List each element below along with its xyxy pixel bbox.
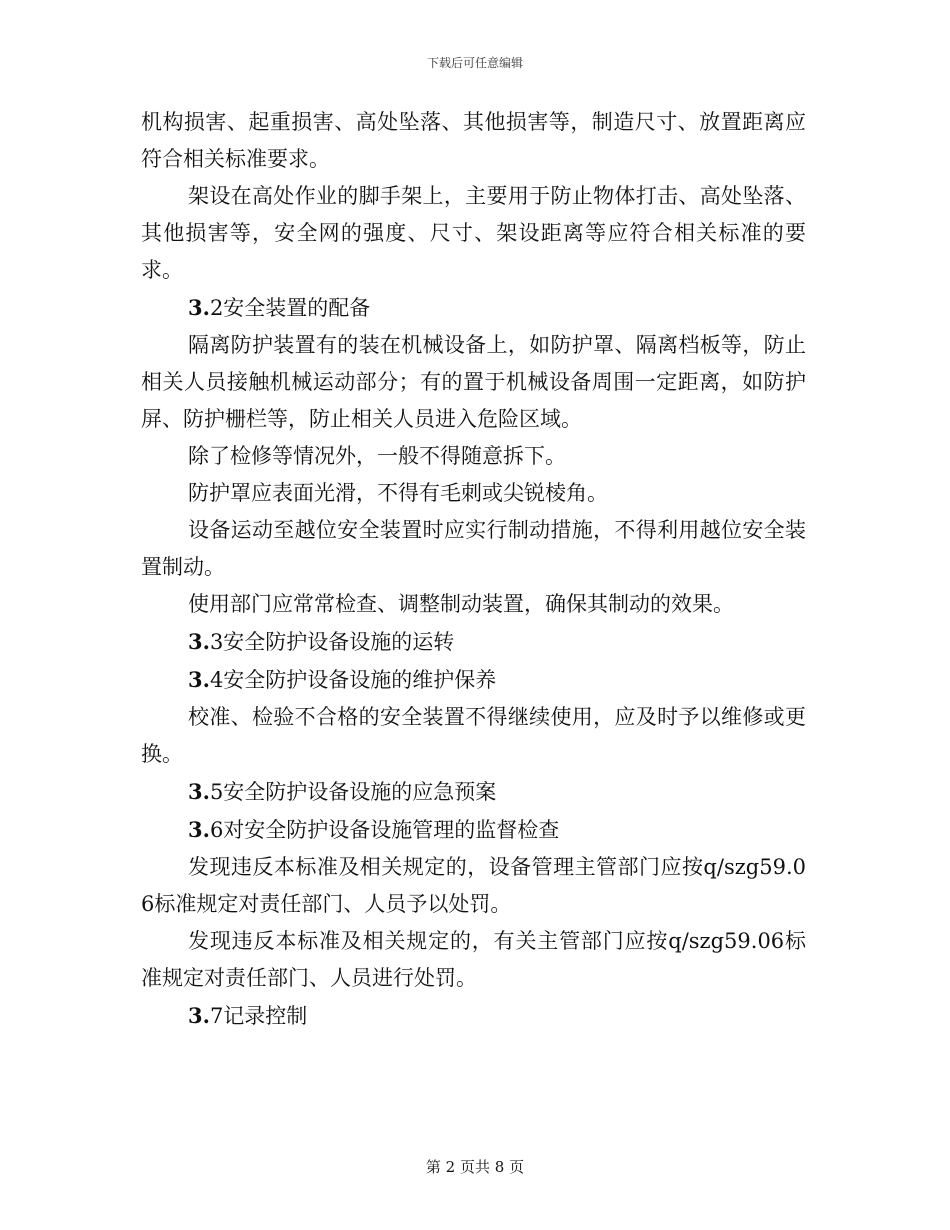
section-title: 2安全装置的配备 <box>209 296 371 320</box>
section-heading <box>141 661 806 699</box>
page-footer: 第 2 页共 8 页 <box>425 1158 525 1176</box>
paragraph: 发现违反本标准及相关规定的，有关主管部门应按q/szg59.06标准规定对责任部门、人员进行处罚。 <box>141 929 806 990</box>
section-number: 3. <box>188 629 210 654</box>
paragraph: 架设在高处作业的脚手架上，主要用于防止物体打击、高处坠落、其他损害等，安全网的强度、尺寸、架设距离等应符合相关标准的要求。 <box>141 184 806 282</box>
paragraph: 使用部门应常常检查、调整制动装置，确保其制动的效果。 <box>188 592 734 616</box>
section-number: 3. <box>188 295 210 320</box>
section-title: 6对安全防护设备设施管理的监督检查 <box>209 818 560 842</box>
section-heading <box>141 623 806 661</box>
section-title: 7记录控制 <box>209 1004 308 1028</box>
paragraph: 隔离防护装置有的装在机械设备上，如防护罩、隔离档板等，防止相关人员接触机械运动部分；有的置于机械设备周围一定距离，如防护屏、防护栅栏等，防止相关人员进入危险区域。 <box>141 333 806 431</box>
section-number: 3. <box>188 1003 210 1028</box>
section-title: 3安全防护设备设施的运转 <box>209 630 455 654</box>
section-heading <box>141 811 806 849</box>
page-header: 下载后可任意编辑 <box>426 56 523 70</box>
section-heading <box>141 773 806 811</box>
paragraph: 机构损害、起重损害、高处坠落、其他损害等，制造尺寸、放置距离应符合相关标准要求。 <box>141 110 806 171</box>
section-title: 4安全防护设备设施的维护保养 <box>209 668 497 692</box>
paragraph: 除了检修等情况外，一般不得随意拆下。 <box>188 444 566 468</box>
section-number: 3. <box>188 779 210 804</box>
section-title: 5安全防护设备设施的应急预案 <box>209 780 497 804</box>
paragraph: 防护罩应表面光滑，不得有毛刺或尖锐棱角。 <box>188 481 608 505</box>
paragraph: 设备运动至越位安全装置时应实行制动措施，不得利用越位安全装置制动。 <box>141 518 806 579</box>
section-number: 3. <box>188 667 210 692</box>
document-body <box>141 104 806 1035</box>
section-number: 3. <box>188 817 210 842</box>
paragraph: 发现违反本标准及相关规定的，设备管理主管部门应按q/szg59.06标准规定对责任部门、人员予以处罚。 <box>141 855 806 916</box>
paragraph: 校准、检验不合格的安全装置不得继续使用，应及时予以维修或更换。 <box>141 705 806 766</box>
section-heading <box>141 289 806 327</box>
section-heading <box>141 997 806 1035</box>
